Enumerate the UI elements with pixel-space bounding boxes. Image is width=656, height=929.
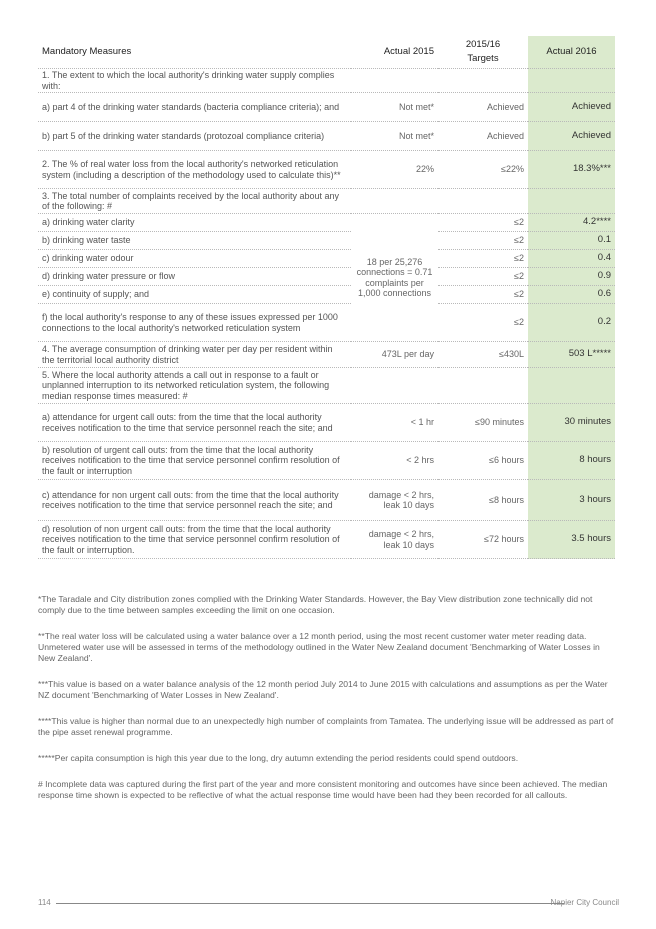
target-value: ≤2	[438, 232, 528, 250]
measure-label: a) attendance for urgent call outs: from the time that the local authority receives notification to the time that service personnel reach the site; and	[38, 404, 351, 442]
table-row	[38, 286, 615, 304]
header-actual-2015: Actual 2015	[351, 36, 438, 69]
measure-label: f) the local authority's response to any of these issues expressed per 1000 connections to the local authority's networked reticulation system	[38, 304, 351, 342]
header-targets	[438, 36, 528, 69]
actual-2016-value: 30 minutes	[528, 404, 615, 442]
target-value: ≤90 minutes	[438, 404, 528, 442]
actual-2015-value: 22%	[351, 151, 438, 189]
table-row	[38, 214, 615, 232]
footnote: *The Taradale and City distribution zones complied with the Drinking Water Standards. However, the Bay View distribution zone technically did not comply due to the time between samples exceeding the limit on one occasion.	[38, 594, 593, 615]
actual-2015-value: < 1 hr	[351, 404, 438, 442]
target-value: ≤2	[438, 250, 528, 268]
council-name: Napier City Council	[550, 898, 619, 907]
table-row	[38, 151, 615, 189]
complaints-actual-2015: 18 per 25,276 connections = 0.71 complaints per 1,000 connections	[351, 214, 438, 342]
measure-label: 2. The % of real water loss from the local authority's networked reticulation system (including a description of the methodology used to calculate this)**	[38, 151, 351, 189]
header-measure: Mandatory Measures	[38, 36, 351, 69]
actual-2016-value: 3 hours	[528, 480, 615, 521]
footnote: # Incomplete data was captured during the first part of the year and more consistent monitoring and outcomes have since been achieved. The median response time shown is expected to be reflective of what the actual response time would have been had they been recorded for all callouts.	[38, 779, 608, 800]
table-row	[38, 250, 615, 268]
footnote: **The real water loss will be calculated using a water balance over a 12 month period, using the most recent customer water meter reading data. Unmetered water use will be assessed in terms of the methodology outlined in the Water New Zealand document 'Benchmarking of Water Losses in New Zealand'.	[38, 631, 600, 663]
footnote: *****Per capita consumption is high this year due to the long, dry autumn extending the period residents could spend outdoors.	[38, 753, 519, 763]
footnotes	[38, 594, 615, 816]
target-value: ≤2	[438, 268, 528, 286]
actual-2016-value: 0.9	[528, 268, 615, 286]
measure-label: b) resolution of urgent call outs: from the time that the local authority receives notification to the time that service personnel confirm resolution of the fault or interruption	[38, 442, 351, 480]
actual-2015-value: Not met*	[351, 93, 438, 122]
actual-2015-value: damage < 2 hrs, leak 10 days	[351, 480, 438, 521]
footer-divider	[56, 903, 564, 904]
measure-label: c) drinking water odour	[38, 250, 351, 268]
mandatory-measures-table	[38, 36, 615, 559]
measure-label: d) resolution of non urgent call outs: from the time that the local authority receives notification to the time that service personnel confirm resolution of the fault or interruption.	[38, 521, 351, 559]
page-number: 114	[38, 898, 51, 907]
actual-2016-value: 8 hours	[528, 442, 615, 480]
target-value: ≤2	[438, 214, 528, 232]
table-row	[38, 442, 615, 480]
actual-2016-value: 503 L*****	[528, 342, 615, 368]
actual-2016-value: Achieved	[528, 93, 615, 122]
actual-2016-value: 3.5 hours	[528, 521, 615, 559]
actual-2016-value: 18.3%***	[528, 151, 615, 189]
table-row	[38, 404, 615, 442]
measure-label: a) part 4 of the drinking water standards (bacteria compliance criteria); and	[38, 93, 351, 122]
table-row	[38, 342, 615, 368]
table-row	[38, 122, 615, 151]
table-header-row	[38, 36, 615, 69]
table-row	[38, 304, 615, 342]
measure-label: 4. The average consumption of drinking water per day per resident within the territorial local authority district	[38, 342, 351, 368]
table-row	[38, 521, 615, 559]
measure-label: e) continuity of supply; and	[38, 286, 351, 304]
measure-label: c) attendance for non urgent call outs: from the time that the local authority receives notification to the time that service personnel reach the site; and	[38, 480, 351, 521]
table-row	[38, 368, 615, 404]
actual-2015-value: < 2 hrs	[351, 442, 438, 480]
target-value: ≤8 hours	[438, 480, 528, 521]
header-actual-2016: Actual 2016	[528, 36, 615, 69]
target-value: ≤430L	[438, 342, 528, 368]
target-value: ≤2	[438, 286, 528, 304]
actual-2015-value: damage < 2 hrs, leak 10 days	[351, 521, 438, 559]
table-row	[38, 268, 615, 286]
measure-label: 1. The extent to which the local authority's drinking water supply complies with:	[38, 69, 351, 93]
table-row	[38, 189, 615, 214]
target-value: Achieved	[438, 93, 528, 122]
footnote: ***This value is based on a water balance analysis of the 12 month period July 2014 to June 2015 with calculations and assumptions as per the Water NZ document 'Benchmarking of Water Losses in New Zealand'.	[38, 679, 608, 700]
measure-label: b) part 5 of the drinking water standards (protozoal compliance criteria)	[38, 122, 351, 151]
target-value: ≤2	[438, 304, 528, 342]
target-value: ≤72 hours	[438, 521, 528, 559]
actual-2016-value: 0.1	[528, 232, 615, 250]
table-row	[38, 69, 615, 93]
measure-label: a) drinking water clarity	[38, 214, 351, 232]
actual-2016-value: Achieved	[528, 122, 615, 151]
actual-2015-value: 473L per day	[351, 342, 438, 368]
actual-2016-value: 4.2****	[528, 214, 615, 232]
header-targets-year: 2015/16	[465, 39, 501, 50]
actual-2016-value: 0.2	[528, 304, 615, 342]
header-targets-label: Targets	[467, 53, 499, 64]
target-value: ≤22%	[438, 151, 528, 189]
actual-2016-value: 0.6	[528, 286, 615, 304]
table-row	[38, 93, 615, 122]
measure-label: 5. Where the local authority attends a call out in response to a fault or unplanned interruption to its networked reticulation system, the following median response times measured: #	[38, 368, 351, 404]
measure-label: b) drinking water taste	[38, 232, 351, 250]
actual-2015-value: Not met*	[351, 122, 438, 151]
table-row	[38, 480, 615, 521]
footnote: ****This value is higher than normal due to an unexpectedly high number of complaints from Tamatea. The underlying issue will be addressed as part of the pipe asset renewal programme.	[38, 716, 614, 737]
measure-label: 3. The total number of complaints received by the local authority about any of the following: #	[38, 189, 351, 214]
measure-label: d) drinking water pressure or flow	[38, 268, 351, 286]
actual-2016-value: 0.4	[528, 250, 615, 268]
table-row	[38, 232, 615, 250]
target-value: ≤6 hours	[438, 442, 528, 480]
target-value: Achieved	[438, 122, 528, 151]
